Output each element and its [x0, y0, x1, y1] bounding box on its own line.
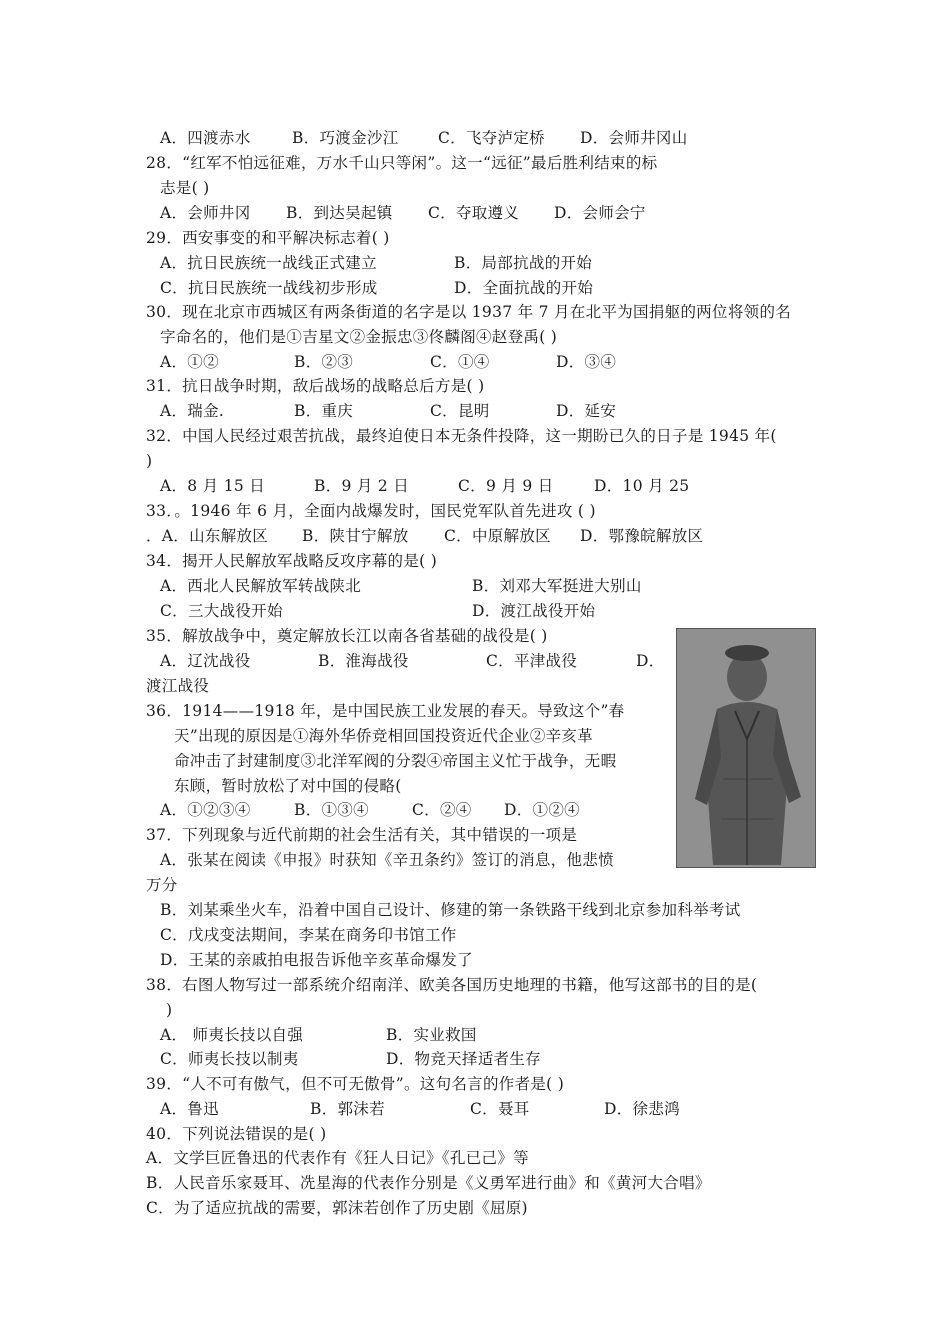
- q36-option-c: C．②④: [412, 801, 472, 819]
- q35-option-b: B．淮海战役: [318, 652, 409, 670]
- q36-stem-line3: 命冲击了封建制度③北洋军阀的分裂④帝国主义忙于战争，无暇: [174, 752, 617, 770]
- q34-option-b: B．刘邓大军挺进大别山: [472, 577, 642, 595]
- q31-option-b: B．重庆: [294, 402, 354, 420]
- q32-option-c: C．9 月 9 日: [458, 477, 554, 495]
- q27-option-a: A．四渡赤水: [160, 129, 251, 147]
- q29-stem: 29．西安事变的和平解决标志着( ): [146, 229, 390, 247]
- q30-option-a: A．①②: [160, 353, 219, 371]
- q30-option-b: B．②③: [294, 353, 354, 371]
- q38-stem: 38．右图人物写过一部系统介绍南洋、欧美各国历史地理的书籍，他写这部书的目的是(: [146, 976, 758, 994]
- q31-stem: 31．抗日战争时期，敌后战场的战略总后方是( ): [146, 377, 485, 395]
- q31-option-a: A．瑞金.: [160, 402, 225, 420]
- q30-stem: 30．现在北京市西城区有两条街道的名字是以 1937 年 7 月在北平为国捐躯的两位将领的名: [146, 303, 792, 321]
- q39-option-c: C．聂耳: [470, 1100, 530, 1118]
- q35-option-d-cont: 渡江战役: [146, 677, 210, 695]
- q33-option-c: C．中原解放区: [444, 527, 551, 545]
- q34-option-d: D．渡江战役开始: [472, 602, 596, 620]
- q38-option-d: D．物竞天择适者生存: [386, 1050, 541, 1068]
- q36-option-b: B．①③④: [294, 801, 369, 819]
- q28-option-a: A．会师井冈: [160, 204, 251, 222]
- q35-option-c: C．平津战役: [486, 652, 578, 670]
- portrait-illustration: [677, 629, 815, 867]
- q36-option-a: A．①②③④: [160, 801, 251, 819]
- q37-option-a: A．张某在阅读《申报》时获知《辛丑条约》签订的消息，他悲愤: [160, 851, 614, 869]
- q37-option-d: D．王某的亲戚拍电报告诉他辛亥革命爆发了: [160, 951, 473, 969]
- q38-stem-cont: ): [166, 1001, 173, 1019]
- q28-stem-cont: 志是( ): [160, 179, 210, 197]
- q34-option-a: A．西北人民解放军转战陕北: [160, 577, 362, 595]
- q28-option-c: C．夺取遵义: [428, 204, 520, 222]
- q33-stem: 33．。1946 年 6 月，全面内战爆发时，国民党军队首先进攻 ( ): [146, 502, 596, 520]
- q32-option-b: B．9 月 2 日: [314, 477, 410, 495]
- q38-option-c: C．师夷长技以制夷: [160, 1050, 299, 1068]
- q31-option-d: D．延安: [556, 402, 617, 420]
- q40-option-b: B．人民音乐家聂耳、冼星海的代表作分别是《义勇军进行曲》和《黄河大合唱》: [146, 1174, 711, 1192]
- q39-option-d: D．徐悲鸿: [604, 1100, 680, 1118]
- q28-option-b: B．到达吴起镇: [286, 204, 393, 222]
- q35-option-d: D．: [636, 652, 665, 670]
- q40-stem: 40．下列说法错误的是( ): [146, 1125, 327, 1143]
- q29-option-c: C．抗日民族统一战线初步形成: [160, 279, 378, 297]
- q33-option-d: D．鄂豫皖解放区: [580, 527, 704, 545]
- q28-option-d: D．会师会宁: [554, 204, 646, 222]
- q37-stem: 37．下列现象与近代前期的社会生活有关，其中错误的一项是: [146, 826, 578, 844]
- q32-option-d: D．10 月 25: [594, 477, 690, 495]
- q35-option-a: A．辽沈战役: [160, 652, 251, 670]
- q36-stem-line2: 天”出现的原因是①海外华侨竞相回国投资近代企业②辛亥革: [174, 727, 594, 745]
- q29-option-a: A．抗日民族统一战线正式建立: [160, 254, 377, 272]
- q30-stem-cont: 字命名的，他们是①吉星文②金振忠③佟麟阁④赵登禹( ): [160, 328, 558, 346]
- q31-option-c: C．昆明: [430, 402, 490, 420]
- q37-option-c: C．戊戌变法期间，李某在商务印书馆工作: [160, 926, 457, 944]
- q32-stem: 32．中国人民经过艰苦抗战，最终迫使日本无条件投降，这一期盼已久的日子是 1945 年(: [146, 427, 777, 445]
- q33-option-a: ．A．山东解放区: [146, 527, 269, 545]
- q39-option-b: B．郭沫若: [310, 1100, 385, 1118]
- q28-stem: 28．“红军不怕远征难，万水千山只等闲”。这一“远征”最后胜利结束的标: [146, 154, 658, 172]
- q32-stem-cont: ): [146, 452, 153, 470]
- q36-stem-line4: 东顾，暂时放松了对中国的侵略(: [174, 777, 402, 795]
- q32-option-a: A．8 月 15 日: [160, 477, 266, 495]
- q27-option-b: B．巧渡金沙江: [292, 129, 399, 147]
- q39-stem: 39．“人不可有傲气，但不可无傲骨”。这句名言的作者是( ): [146, 1075, 565, 1093]
- q27-option-c: C．飞夺泸定桥: [438, 129, 545, 147]
- q34-option-c: C．三大战役开始: [160, 602, 283, 620]
- q29-option-d: D．全面抗战的开始: [454, 279, 594, 297]
- q29-option-b: B．局部抗战的开始: [454, 254, 593, 272]
- q35-stem: 35．解放战争中，奠定解放长江以南各省基础的战役是( ): [146, 627, 548, 645]
- q33-option-b: B．陕甘宁解放: [302, 527, 409, 545]
- q37-option-a-cont: 万分: [146, 876, 178, 894]
- q27-option-d: D．会师井冈山: [580, 129, 688, 147]
- q39-option-a: A．鲁迅: [160, 1100, 219, 1118]
- q34-stem: 34．揭开人民解放军战略反攻序幕的是( ): [146, 552, 438, 570]
- q38-option-b: B．实业救国: [386, 1026, 477, 1044]
- q37-option-b: B．刘某乘坐火车，沿着中国自己设计、修建的第一条铁路干线到北京参加科举考试: [160, 901, 741, 919]
- q30-option-d: D．③④: [556, 353, 617, 371]
- q36-option-d: D．①②④: [504, 801, 580, 819]
- q40-option-a: A．文学巨匠鲁迅的代表作有《狂人日记》《孔已己》等: [146, 1149, 529, 1167]
- q38-option-a: A． 师夷长技以自强: [160, 1026, 304, 1044]
- portrait-figure: [676, 628, 816, 868]
- q40-option-c: C．为了适应抗战的需要，郭沫若创作了历史剧《屈原): [146, 1199, 528, 1217]
- q36-stem: 36．1914——1918 年，是中国民族工业发展的春天。导致这个”春: [146, 702, 625, 720]
- q30-option-c: C．①④: [430, 353, 490, 371]
